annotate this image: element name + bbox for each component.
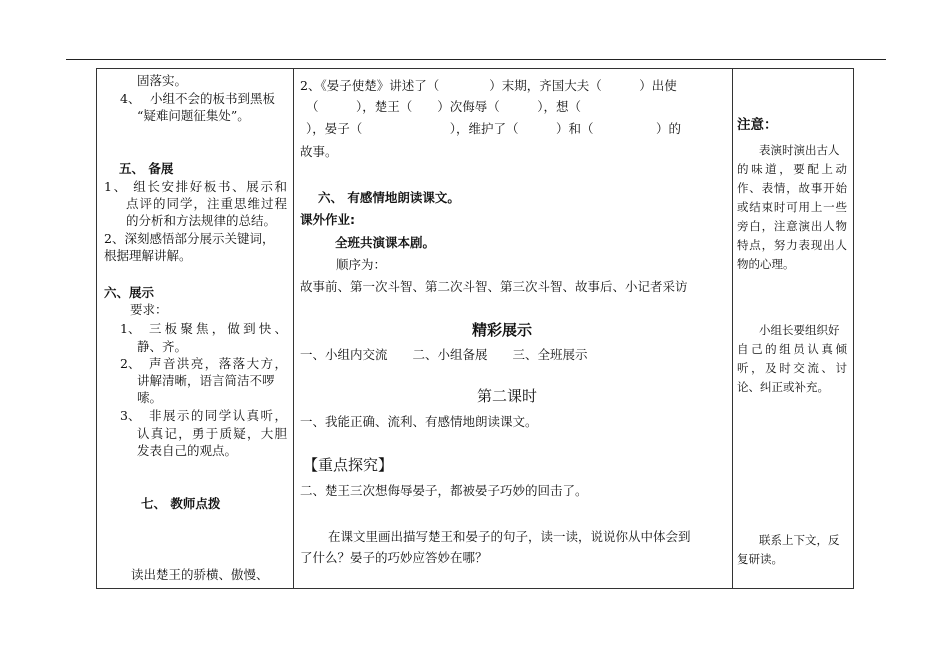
note-line: 或结束时可用上一些	[737, 200, 847, 214]
text-line: 小组不会的板书到黑板	[150, 91, 276, 106]
note-line: 自己的组员认真倾	[737, 342, 847, 356]
list-number: 1、	[120, 321, 141, 336]
section-heading: 五、 备展	[119, 161, 174, 176]
text-line: 一、小组内交流 二、小组备展 三、全班展示	[300, 347, 588, 362]
note-line: 物的心理。	[737, 257, 795, 271]
section-heading: 六、 有感情地朗读课文。	[318, 190, 460, 205]
text-line: 三板聚焦，做到快、	[149, 321, 287, 336]
text-line: 要求：	[130, 302, 168, 317]
text-line: 读出楚王的骄横、傲慢、	[131, 567, 269, 582]
text-line: 发表自己的观点。	[137, 443, 238, 458]
text-line: 固落实。	[137, 73, 188, 88]
column-divider	[732, 69, 733, 588]
focus-heading: 【重点探究】	[303, 456, 394, 474]
text-line: 认真记，勇于质疑，大胆	[137, 426, 287, 441]
section-heading: 六、展示	[104, 285, 155, 300]
text-line: 讲解清晰，语言简洁不啰	[137, 373, 275, 388]
text-line: 2、深刻感悟部分展示关键词，	[104, 231, 275, 246]
text-line: 点评的同学，注重思维过程	[126, 196, 287, 211]
text-line: 声音洪亮，落落大方，	[149, 356, 287, 371]
fill-blank-line: ），晏子（ ），维护了（ ）和（ ）的	[306, 121, 682, 136]
fill-blank-line: 故事。	[300, 144, 338, 159]
text-line: 了什么？晏子的巧妙应答妙在哪？	[300, 550, 488, 565]
list-number: 3、	[120, 408, 141, 423]
text-line: 非展示的同学认真听，	[149, 408, 287, 423]
text-line: 二、楚王三次想侮辱晏子，都被晏子巧妙的回击了。	[300, 483, 588, 498]
note-line: 的味道，要配上动	[737, 162, 847, 176]
text-line: 的分析和方法规律的总结。	[126, 213, 277, 228]
list-number: 2、	[120, 356, 141, 371]
note-line: 特点，努力表现出人	[737, 238, 847, 252]
text-line: 一、我能正确、流利、有感情地朗读课文。	[300, 414, 538, 429]
text-line: 在课文里画出描写楚王和晏子的句子，读一读，说说你从中体会到	[328, 529, 691, 544]
column-divider	[293, 69, 294, 588]
text-line: 顺序为：	[336, 257, 387, 272]
text-line: 根据理解讲解。	[104, 248, 192, 263]
fill-blank-line: 2、《晏子使楚》讲述了（ ）末期，齐国大夫（ ）出使	[300, 78, 677, 93]
note-line: 复研读。	[737, 552, 783, 566]
list-number: 4、	[120, 91, 141, 106]
note-line: 表演时演出古人	[759, 143, 840, 157]
text-line: “疑难问题征集处”。	[137, 108, 250, 123]
text-line: 静、齐。	[137, 339, 188, 354]
homework-heading: 课外作业:	[300, 212, 355, 227]
header-rule	[66, 59, 886, 60]
note-line: 作、表情，故事开始	[737, 181, 847, 195]
note-line: 小组长要组织好	[759, 323, 840, 337]
homework-item: 全班共演课本剧。	[335, 235, 436, 250]
note-line: 论、纠正或补充。	[737, 380, 829, 394]
section-title: 精彩展示	[472, 321, 533, 339]
note-heading: 注意：	[737, 117, 778, 133]
note-line: 旁白，注意演出人物	[737, 219, 847, 233]
fill-blank-line: （ ），楚王（ ）次侮辱（ ），想（	[306, 99, 582, 114]
note-line: 听，及时交流、讨	[737, 361, 847, 375]
section-title: 第二课时	[477, 387, 538, 405]
text-line: 故事前、第一次斗智、第二次斗智、第三次斗智、故事后、小记者采访	[300, 279, 688, 294]
section-heading: 七、 教师点拨	[141, 496, 221, 511]
note-line: 联系上下文，反	[759, 533, 840, 547]
text-line: 1、 组长安排好板书、展示和	[104, 179, 287, 194]
text-line: 嗦。	[137, 390, 163, 405]
